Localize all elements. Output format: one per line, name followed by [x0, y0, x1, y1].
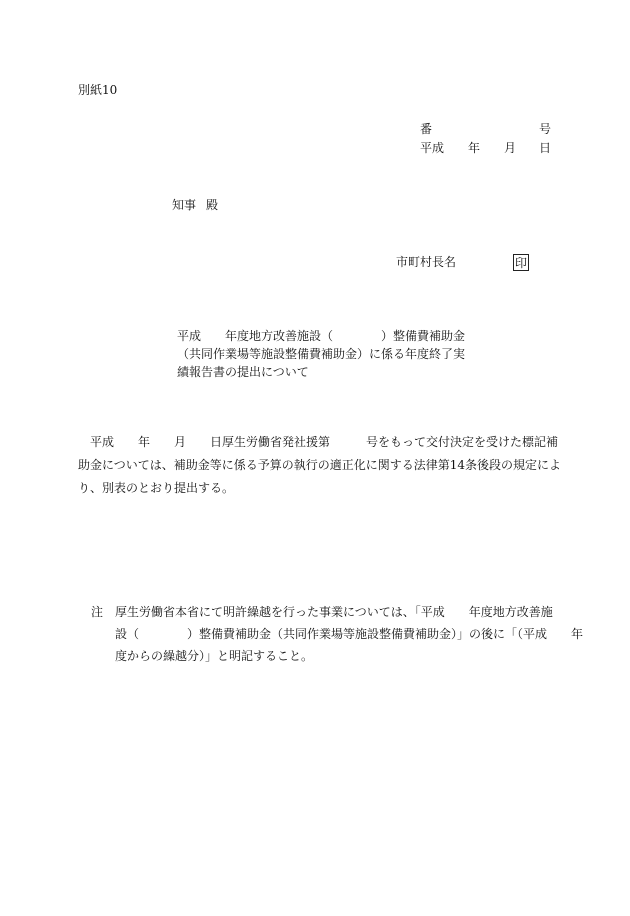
- date-year: 年: [468, 141, 481, 155]
- body-line: り、別表のとおり提出する。: [78, 481, 235, 495]
- body-line: 平成 年 月 日厚生労働省発社援第 号をもって交付決定を受けた標記補: [78, 435, 559, 449]
- date-era: 平成: [420, 141, 445, 155]
- subject-line: 績報告書の提出について: [177, 365, 309, 379]
- subject-line: 平成 年度地方改善施設（ ）整備費補助金: [177, 329, 466, 343]
- seal-mark: [513, 254, 529, 271]
- addressee-honorific: 殿: [206, 198, 219, 212]
- addressee-title: 知事: [172, 198, 197, 212]
- subject-line: （共同作業場等施設整備費補助金）に係る年度終了実: [177, 347, 466, 361]
- seal-text: 印: [515, 256, 528, 270]
- form-label: 別紙10: [78, 83, 118, 97]
- note-line: 注 厚生労働省本省にて明許繰越を行った事業については、「平成 年度地方改善施: [91, 605, 553, 619]
- date-day: 日: [539, 141, 552, 155]
- number-prefix: 番: [420, 122, 433, 136]
- note-line: 度からの繰越分）」と明記すること。: [91, 649, 314, 663]
- sender-label: 市町村長名: [396, 255, 457, 269]
- body-line: 助金については、補助金等に係る予算の執行の適正化に関する法律第14条後段の規定によ: [78, 458, 562, 472]
- number-suffix: 号: [539, 122, 552, 136]
- date-month: 月: [504, 141, 517, 155]
- note-line: 設（ ）整備費補助金（共同作業場等施設整備費補助金）」の後に「（平成 年: [91, 627, 584, 641]
